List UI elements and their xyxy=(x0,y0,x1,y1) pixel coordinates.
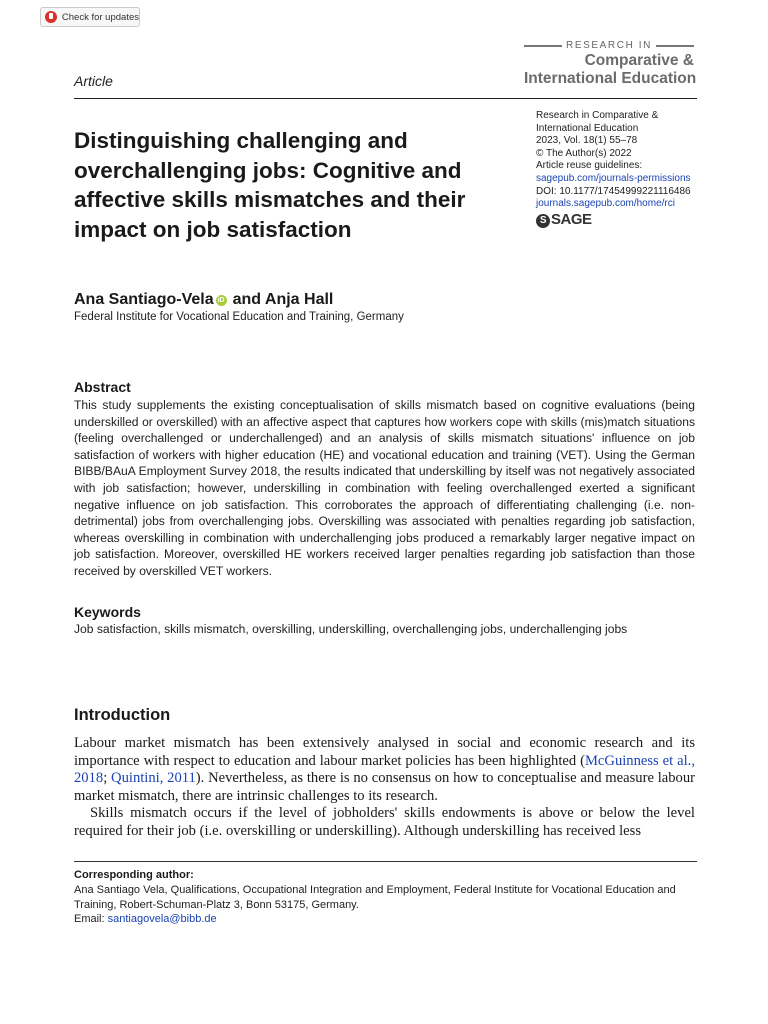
volume-info: 2023, Vol. 18(1) 55–78 xyxy=(536,135,638,147)
citation-link[interactable]: McGuinness et al., 2018 xyxy=(74,752,695,787)
author-affiliation: Federal Institute for Vocational Education and Training, Germany xyxy=(74,311,404,323)
abstract-text: This study supplements the existing conceptualisation of skills mismatch based on cognitive evaluations (being underskilled or overskilled) with an affective aspect that captures how workers cope with skills (mis)match situations (feeling overchallenged or underchallenged) and an analysis of skills mismatch situations' influence on job satisfaction of workers with higher education (HE) and vocational education and training (VET). Using the German BIBB/BAuA Employment Survey 2018, the results indicated that underskilling by itself was not negatively associated with job satisfaction; however, underskilling in combination with feeling overchallenged exerted a significant negative influence on job satisfaction. This corroborates the approach of differentiating challenging (i.e. non-detrimental) jobs from overchallenging jobs. Overskilling was associated with penalties regarding job satisfaction, whereas overskilling in combination with underchallenging jobs produced a remarkably larger negative impact on job satisfaction. Moreover, overskilled HE workers received larger penalties regarding job satisfaction than those received by overskilled VET workers. xyxy=(74,398,695,578)
abstract-heading: Abstract xyxy=(74,379,131,395)
paragraph-text: ). Nevertheless, as there is no consensus on how to conceptualise and measure labour market mismatch, there are intrinsic challenges to its research. xyxy=(74,770,696,804)
introduction-heading: Introduction xyxy=(74,706,171,724)
journal-logo-tagline: RESEARCH IN xyxy=(566,40,652,51)
introduction-paragraph: Skills mismatch occurs if the level of jobholders' skills endowments is above or below the level required for their job (i.e. overskilling or underskilling). Although underskilling has received less xyxy=(74,805,695,839)
bookmark-icon xyxy=(45,11,57,23)
author-name: and Anja Hall xyxy=(232,291,334,308)
permissions-link[interactable]: sagepub.com/journals-permissions xyxy=(536,172,691,184)
corresponding-author-heading: Corresponding author: xyxy=(74,869,194,881)
corresponding-author-address: Ana Santiago Vela, Qualifications, Occupational Integration and Employment, Federal Institute for Vocational Education and Training, Robert-Schuman-Platz 3, Bonn 53175, Germany. xyxy=(74,884,676,911)
paragraph-text: Labour market mismatch has been extensively analysed in social and economic research and its importance with respect to education and labour market policies has been highlighted ( xyxy=(74,735,695,769)
check-for-updates-button[interactable] xyxy=(40,7,140,27)
journal-logo xyxy=(524,40,697,87)
journal-logo-tagline-row xyxy=(524,40,694,51)
reuse-guidelines-label: Article reuse guidelines: xyxy=(536,160,643,172)
check-for-updates-label: Check for updates xyxy=(61,11,139,23)
journal-home-link[interactable]: journals.sagepub.com/home/rci xyxy=(536,198,675,210)
introduction-paragraph xyxy=(74,735,695,805)
doi: DOI: 10.1177/17454999221116486 xyxy=(536,185,691,197)
journal-name-line2: International Education xyxy=(536,122,639,134)
corresponding-author-email-row xyxy=(74,912,714,927)
orcid-icon[interactable]: iD xyxy=(217,296,225,304)
corresponding-author-details xyxy=(74,883,714,927)
keywords-heading: Keywords xyxy=(74,604,141,620)
sage-s-icon: S xyxy=(536,214,550,228)
publisher-name: SAGE xyxy=(551,211,592,229)
journal-logo-line2: International Education xyxy=(524,70,697,87)
footnote-divider xyxy=(74,861,697,862)
article-type-label: Article xyxy=(74,73,113,89)
email-label: Email: xyxy=(74,913,108,926)
publisher-logo xyxy=(536,211,711,229)
journal-name-line1: Research in Comparative & xyxy=(536,110,659,121)
author-name: Ana Santiago-Vela xyxy=(74,291,214,308)
copyright: © The Author(s) 2022 xyxy=(536,147,632,159)
keywords-text: Job satisfaction, skills mismatch, overskilling, underskilling, overchallenging jobs, underchallenging jobs xyxy=(74,622,628,636)
email-link[interactable]: santiagovela@bibb.de xyxy=(107,913,217,926)
journal-logo-line1: Comparative & xyxy=(584,52,694,69)
publication-metadata xyxy=(536,110,711,228)
citation-link[interactable]: Quintini, 2011 xyxy=(111,770,196,787)
header-divider xyxy=(74,98,697,99)
author-list xyxy=(74,291,333,309)
citation-separator: ; xyxy=(103,770,112,787)
introduction-body xyxy=(74,735,695,841)
logo-divider xyxy=(524,45,562,47)
article-title: Distinguishing challenging and overchallenging jobs: Cognitive and affective skills mismatches and their impact on job satisfaction xyxy=(74,128,466,242)
logo-divider xyxy=(656,45,694,47)
